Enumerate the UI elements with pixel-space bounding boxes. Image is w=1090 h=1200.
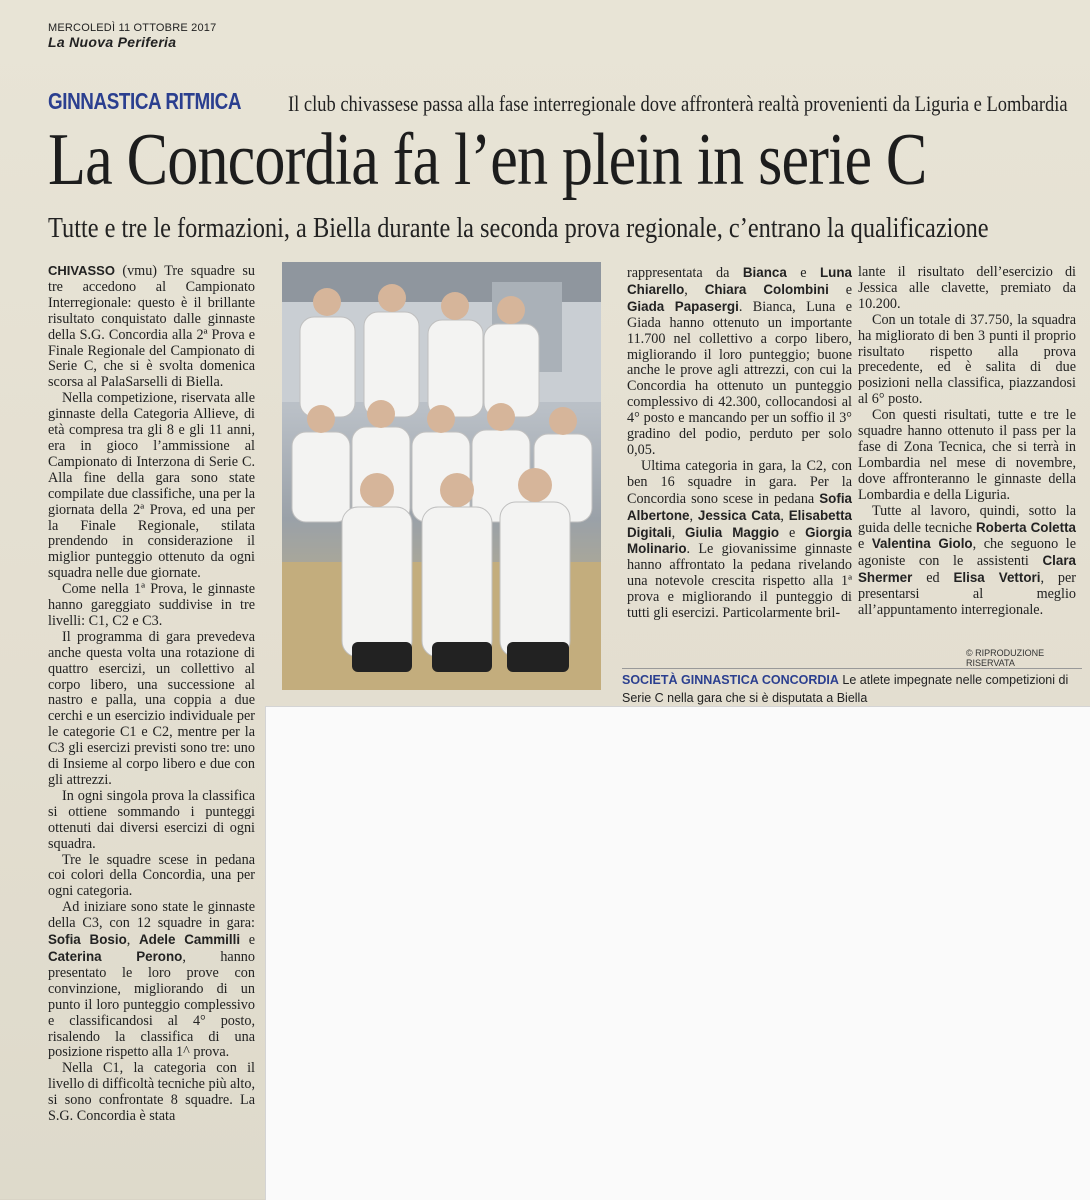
paragraph: Con un totale di 37.750, la squadra ha migliorato di ben 3 punti il proprio risultato rispetto alla prova precedente, ed è salita di due posizioni nella classifica, piazzandosi al 6° posto. bbox=[858, 311, 1076, 408]
paragraph: Nella C1, la categoria con il livello di difficoltà tecniche più alto, si sono confrontate 8 squadre. La S.G. Concordia è stata bbox=[48, 1060, 255, 1125]
group-photo-icon bbox=[282, 262, 601, 690]
masthead bbox=[48, 22, 216, 50]
athlete-name: Giulia Maggio bbox=[685, 524, 780, 540]
subheadline: Tutte e tre le formazioni, a Biella durante la seconda prova regionale, c’entrano la qualificazione bbox=[48, 213, 989, 244]
caption-text: Le atlete impegnate nelle competizioni di Serie C nella gara che si è disputata a Biella bbox=[622, 673, 1069, 705]
paragraph: In ogni singola prova la classifica si ottiene sommando i punteggi ottenuti dai diversi esercizi di ogni squadra. bbox=[48, 787, 255, 852]
assistant-name: Elisa Vettori bbox=[953, 570, 1041, 586]
kicker-summary: Il club chivassese passa alla fase interregionale dove affronterà realtà provenienti da Liguria e Lombardia bbox=[288, 91, 1068, 116]
paragraph: Come nella 1ª Prova, le ginnaste hanno gareggiato suddivise in tre livelli: C1, C2 e C3. bbox=[48, 581, 255, 629]
athlete-name: Sofia Bosio bbox=[48, 932, 127, 948]
paragraph: Con questi risultati, tutte e tre le squadre hanno ottenuto il pass per la fase di Zona Tecnica, che si terrà in Lombardia nel mese di novembre, dove affronteranno le ginnaste della Lombardia e della Liguria. bbox=[858, 407, 1076, 503]
dateline: CHIVASSO bbox=[48, 263, 115, 278]
blank-paper-overlay bbox=[265, 706, 1090, 1200]
paragraph: lante il risultato dell’esercizio di Jessica alle clavette, premiato da 10.200. bbox=[858, 264, 1076, 312]
athlete-name: Giada Papasergi bbox=[627, 298, 739, 314]
athlete-name: Giorgia Molinario bbox=[627, 524, 852, 557]
coach-name: Valentina Giolo bbox=[871, 536, 973, 552]
caption-label: SOCIETÀ GINNASTICA CONCORDIA bbox=[622, 673, 839, 687]
paragraph: Tre le squadre scese in pedana coi colori della Concordia, una per ogni categoria. bbox=[48, 851, 255, 900]
publication-name: La Nuova Periferia bbox=[48, 34, 177, 50]
athlete-name: Chiara Colombini bbox=[704, 281, 829, 297]
athlete-name: Elisabetta Digitali bbox=[627, 507, 852, 540]
athlete-name: Luna Chiarello bbox=[627, 265, 852, 297]
athlete-name: Caterina Perono bbox=[48, 948, 183, 964]
assistant-name: Clara Shermer bbox=[858, 553, 1076, 586]
athlete-name: Adele Cammilli bbox=[138, 932, 241, 948]
article-column-1 bbox=[48, 263, 255, 1125]
athlete-name: Sofia Albertone bbox=[627, 490, 852, 523]
coach-name: Roberta Coletta bbox=[975, 519, 1076, 535]
paragraph: Tutte al lavoro, quindi, sotto la guida delle tecniche Roberta Coletta e Valentina Giolo, che seguono le agoniste con le assistenti Clara Shermer ed Elisa Vettori, per presentarsi al meglio all’appuntamento interregionale. bbox=[858, 502, 1076, 619]
issue-date: MERCOLEDÌ 11 OTTOBRE 2017 bbox=[48, 22, 217, 34]
headline: La Concordia fa l’en plein in serie C bbox=[48, 119, 927, 201]
kicker-row bbox=[48, 88, 1078, 115]
copyright-notice: © RIPRODUZIONE RISERVATA bbox=[966, 648, 1045, 668]
paragraph: Ad iniziare sono state le ginnaste della C3, con 12 squadre in gara: Sofia Bosio, Adele Cammilli e Caterina Perono, hanno presentato le loro prove con convinzione, migliorando di un punto il loro punteggio complessivo e classificandosi al 4° posto, risalendo la classifica di una posizione rispetto alla 1^ prova. bbox=[48, 899, 256, 1061]
paragraph: Nella competizione, riservata alle ginnaste della Categoria Allieve, di età compresa tra gli 8 e gli 11 anni, era in gioco l’ammissione al Campionato di Interzona di Serie C. Alla fine della gara sono state compilate due classifiche, una per la giornata della 2ª Prova, ed una per la Finale Regionale, stilata prendendo in considerazione il miglior punteggio ottenuto da ogni squadra nelle due giornate. bbox=[48, 390, 255, 582]
byline: (vmu) bbox=[122, 263, 158, 279]
athlete-name: Jessica Cata bbox=[697, 507, 781, 523]
paragraph: CHIVASSO (vmu) Tre squadre su tre accedono al Campionato Interregionale: questo è il brillante risultato conquistato dalle ginnaste della S.G. Concordia alla 2ª Prova e Finale Regionale del Campionato di Serie C, che si è svolta domenica scorsa al PalaSarselli di Biella. bbox=[48, 263, 255, 391]
athlete-name: Bianca bbox=[742, 265, 787, 280]
paragraph: Ultima categoria in gara, la C2, con ben 16 squadre in gara. Per la Concordia sono scese in pedana Sofia Albertone, Jessica Cata, Elisabetta Digitali, Giulia Maggio e Giorgia Molinario. Le giovanissime ginnaste hanno affrontato la pedana rivelando una notevole crescita rispetto alla 1ª prova e migliorando il punteggio di tutti gli esercizi. Particolarmente bril- bbox=[627, 457, 852, 622]
photo-caption bbox=[622, 668, 1082, 707]
article-column-4 bbox=[858, 265, 1076, 619]
paragraph: Il programma di gara prevedeva anche questa volta una rotazione di quattro esercizi, un collettivo al corpo libero, una successione al nastro e palla, una coppia a due cerchi e un esercizio individuale per le categorie C1 e C2, mentre per la C3 gli esercizi previsti sono tre: uno di Insieme al corpo libero e due con gli attrezzi. bbox=[48, 628, 255, 788]
paragraph: rappresentata da Bianca e Luna Chiarello, Chiara Colombini e Giada Papasergi. Bianca, Luna e Giada hanno ottenuto un importante 11.700 nel collettivo a corpo libero, migliorando il loro punteggio; buone anche le prove agli attrezzi, con cui la Concordia ha ottenuto un punteggio complessivo di 42.300, collocandosi al 4° posto e mancando per un soffio il 3° gradino del podio, perduto per solo 0,05. bbox=[627, 265, 852, 458]
section-kicker: GINNASTICA RITMICA bbox=[48, 88, 242, 114]
article-column-3 bbox=[627, 265, 852, 622]
team-photo bbox=[282, 262, 601, 690]
